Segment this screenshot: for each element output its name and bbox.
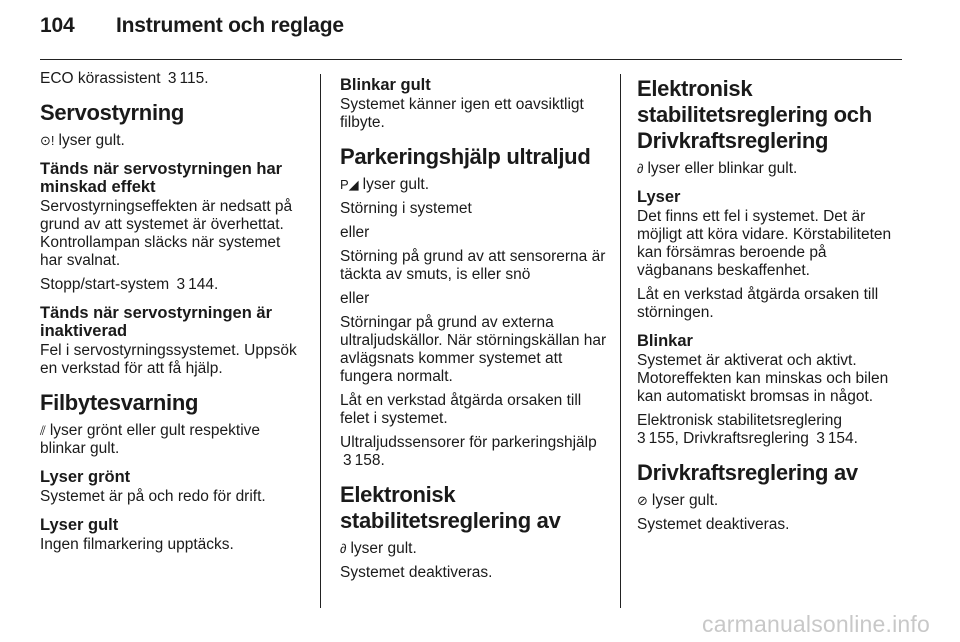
or-text-1: eller: [340, 224, 370, 241]
page-number: 104: [40, 14, 75, 37]
page-ref-arrow-icon: 3: [637, 430, 646, 447]
steering-warning-icon: ⊙!: [40, 133, 55, 148]
blink-yellow-text: Systemet känner igen ett oavsiktligt filbyte.: [340, 96, 584, 131]
page-title: Instrument och reglage: [116, 14, 344, 37]
page-header: [40, 14, 344, 38]
esc-ref-text: Elektronisk stabilitetsreglering: [637, 412, 843, 429]
esc-icon: ∂: [637, 161, 644, 176]
inactive-text: Fel i servostyrningssystemet. Uppsök en verkstad för att få hjälp.: [40, 342, 297, 377]
heading-lyser-gront: Lyser grönt: [40, 468, 131, 486]
column-3: [637, 70, 903, 540]
tc-off-text: Systemet deaktiveras.: [637, 516, 790, 533]
servo-status: lyser gult.: [58, 132, 125, 149]
esc-off-status: lyser gult.: [350, 540, 417, 557]
esc-page-link[interactable]: 155,: [648, 430, 679, 447]
heading-servostyrning: Servostyrning: [40, 100, 185, 125]
workshop-text: Låt en verkstad åtgärda orsaken till felet i systemet.: [340, 392, 582, 427]
servo-status-line: [40, 132, 304, 150]
page-ref-arrow-icon: 3: [816, 430, 825, 447]
column-divider-1: [320, 74, 321, 608]
tc-ref-text: Drivkraftsreglering: [683, 430, 809, 447]
stopstart-reference: [40, 276, 304, 294]
reduced-effect-text: Servostyrningseffekten är nedsatt på grund av att systemet är överhettat. Kontrollampan släcks när systemet har svalnat.: [40, 198, 293, 269]
esc-off-text: Systemet deaktiveras.: [340, 564, 493, 581]
header-rule: [40, 59, 902, 60]
column-divider-2: [620, 74, 621, 608]
parking-sensor-icon: P◢: [340, 177, 359, 192]
stopstart-page-link[interactable]: 144.: [188, 276, 219, 293]
lane-status-line: [40, 422, 304, 458]
column-1: [40, 70, 304, 560]
heading-filbytesvarning: Filbytesvarning: [40, 390, 199, 415]
lights-workshop-text: Låt en verkstad åtgärda orsaken till störningen.: [637, 286, 879, 321]
parking-status-line: [340, 176, 608, 194]
tc-page-link[interactable]: 154.: [827, 430, 858, 447]
heading-inactive: Tänds när servostyrningen är inaktiverad: [40, 304, 272, 340]
heading-esc-tc: Elektronisk stabilitetsreglering och Drivkraftsreglering: [637, 76, 872, 153]
blinks-text: Systemet är aktiverat och aktivt. Motoreffekten kan minskas och bilen kan automatiskt bromsas in något.: [637, 352, 889, 405]
sensors-page-link[interactable]: 158.: [354, 452, 385, 469]
esc-off-status-line: [340, 540, 608, 558]
heading-blinkar: Blinkar: [637, 332, 693, 350]
esc-status-line: [637, 160, 903, 178]
lane-change-icon: ⫽: [40, 423, 46, 438]
esc-off-icon: ∂: [340, 541, 347, 556]
heading-blinkar-gult: Blinkar gult: [340, 76, 431, 94]
fault-external-text: Störningar på grund av externa ultraljudskällor. När störningskällan har avlägsnats kommer systemet att fungera normalt.: [340, 314, 607, 385]
heading-esc-off: Elektronisk stabilitetsreglering av: [340, 482, 561, 533]
fault-system-text: Störning i systemet: [340, 200, 472, 217]
sensors-text: Ultraljudssensorer för parkeringshjälp: [340, 434, 597, 451]
esc-tc-reference: [637, 412, 903, 448]
heading-reduced-effect: Tänds när servostyrningen har minskad effekt: [40, 160, 283, 196]
sensors-reference: [340, 434, 608, 470]
yellow-text: Ingen filmarkering upptäcks.: [40, 536, 234, 553]
page-ref-arrow-icon: 3: [167, 70, 177, 87]
tc-off-status-line: [637, 492, 903, 510]
heading-lyser: Lyser: [637, 188, 681, 206]
eco-text: ECO körassistent: [40, 70, 161, 87]
lights-text: Det finns ett fel i systemet. Det är möjligt att köra vidare. Körstabiliteten kan försämras beroende på vägbanans beskaffenhet.: [637, 208, 892, 279]
fault-covered-text: Störning på grund av att sensorerna är täckta av smuts, is eller snö: [340, 248, 606, 283]
or-text-2: eller: [340, 290, 370, 307]
page-ref-arrow-icon: 3: [343, 452, 352, 469]
lane-status: lyser grönt eller gult respektive blinkar gult.: [40, 422, 261, 457]
page-ref-arrow-icon: 3: [176, 276, 186, 293]
column-2: [340, 70, 608, 588]
eco-reference: [40, 70, 304, 88]
traction-control-off-icon: ⊘: [637, 493, 648, 508]
stopstart-text: Stopp/start-system: [40, 276, 170, 293]
parking-status: lyser gult.: [362, 176, 430, 193]
watermark: carmanualsonline.info: [702, 611, 930, 637]
green-text: Systemet är på och redo för drift.: [40, 488, 266, 505]
esc-status: lyser eller blinkar gult.: [647, 160, 798, 177]
heading-lyser-gult: Lyser gult: [40, 516, 119, 534]
eco-page-link[interactable]: 115.: [179, 70, 209, 87]
heading-tc-off: Drivkraftsreglering av: [637, 460, 858, 485]
heading-parkeringshjalp: Parkeringshjälp ultraljud: [340, 144, 591, 169]
tc-off-status: lyser gult.: [651, 492, 719, 509]
